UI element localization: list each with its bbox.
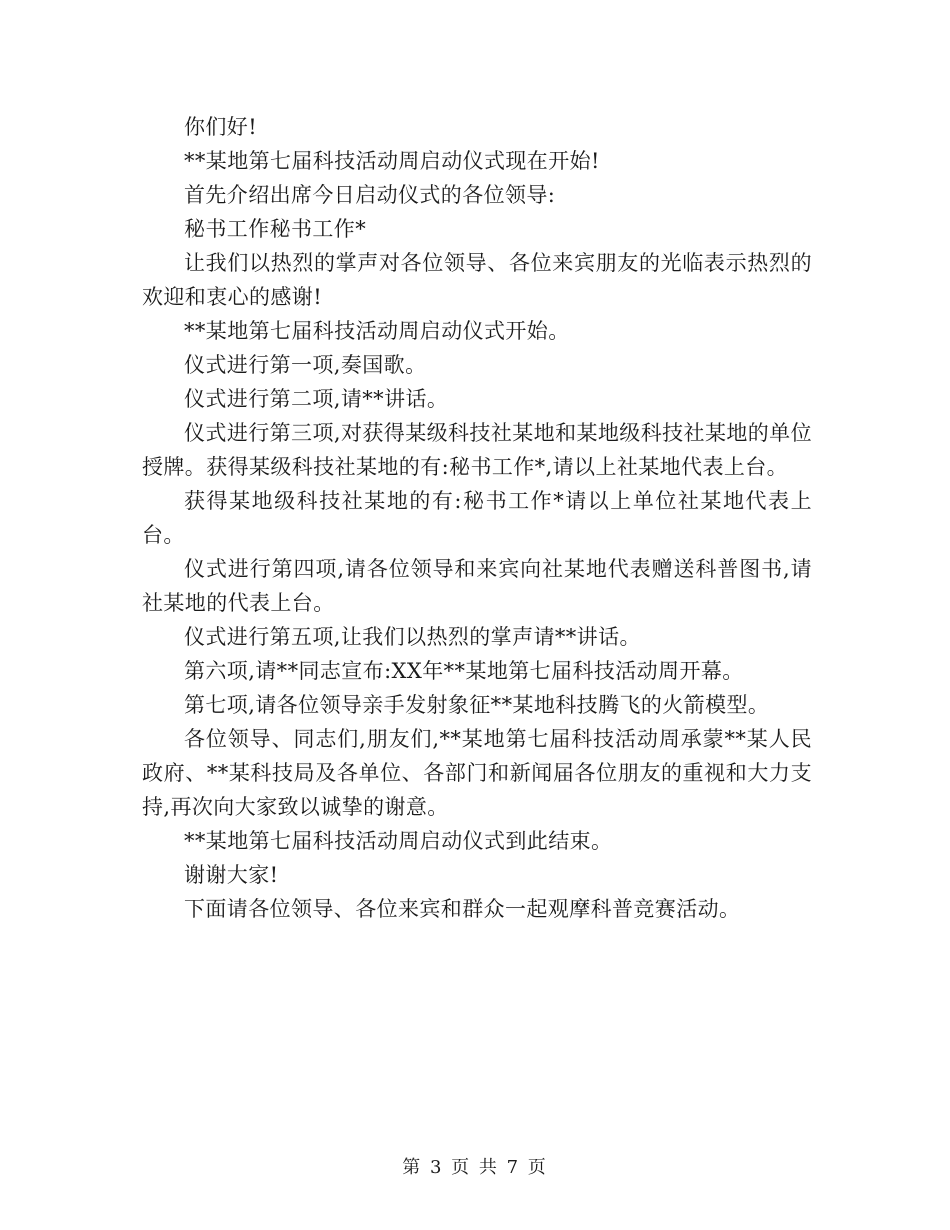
paragraph-item-one: 仪式进行第一项,奏国歌。 <box>184 353 427 377</box>
paragraph-item-two: 仪式进行第二项,请**讲话。 <box>184 387 449 411</box>
paragraph-item-three-continued: 获得某地级科技社某地的有:秘书工作*请以上单位社某地代表上台。 <box>142 489 812 547</box>
paragraph-introduce-leaders: 首先介绍出席今日启动仪式的各位领导: <box>184 183 556 207</box>
paragraph-leaders-list: 秘书工作秘书工作* <box>184 217 367 241</box>
paragraph-item-three: 仪式进行第三项,对获得某级科技社某地和某地级科技社某地的单位授牌。获得某级科技社某地的有:秘书工作*,请以上社某地代表上台。 <box>142 421 812 479</box>
paragraph-greeting: 你们好! <box>184 115 258 139</box>
paragraph-item-four: 仪式进行第四项,请各位领导和来宾向社某地代表赠送科普图书,请社某地的代表上台。 <box>142 557 812 615</box>
paragraph-closing-activity: 下面请各位领导、各位来宾和群众一起观摩科普竞赛活动。 <box>184 897 741 921</box>
page-number-footer: 第 3 页 共 7 页 <box>402 1157 548 1178</box>
document-body <box>142 110 812 926</box>
paragraph-ceremony-start: **某地第七届科技活动周启动仪式开始。 <box>184 319 570 343</box>
paragraph-opening-announcement: **某地第七届科技活动周启动仪式现在开始! <box>184 149 600 173</box>
paragraph-acknowledgement: 各位领导、同志们,朋友们,**某地第七届科技活动周承蒙**某人民政府、**某科技局及各单位、各部门和新闻届各位朋友的重视和大力支持,再次向大家致以诚挚的谢意。 <box>142 727 812 819</box>
paragraph-thanks: 谢谢大家! <box>184 863 279 887</box>
paragraph-welcome-applause: 让我们以热烈的掌声对各位领导、各位来宾朋友的光临表示热烈的欢迎和衷心的感谢! <box>142 251 812 309</box>
paragraph-item-five: 仪式进行第五项,让我们以热烈的掌声请**讲话。 <box>184 625 641 649</box>
paragraph-ceremony-end: **某地第七届科技活动周启动仪式到此结束。 <box>184 829 613 853</box>
paragraph-item-seven: 第七项,请各位领导亲手发射象征**某地科技腾飞的火箭模型。 <box>184 693 770 717</box>
paragraph-item-six: 第六项,请**同志宣布:XX年**某地第七届科技活动周开幕。 <box>184 659 744 683</box>
